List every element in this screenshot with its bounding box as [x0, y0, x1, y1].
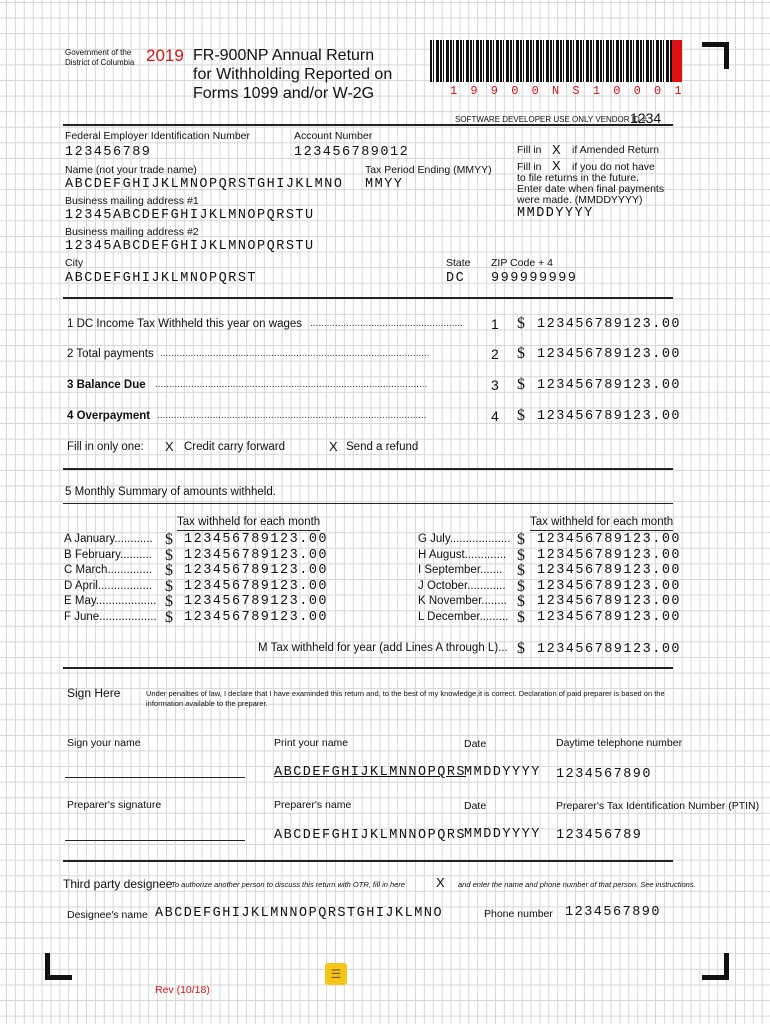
nofile-fill-in: Fill in	[517, 161, 542, 173]
account-field[interactable]: 123456789012	[294, 145, 410, 160]
line-4-dollar: $	[517, 407, 525, 424]
date-label: Date	[464, 738, 487, 750]
state-field[interactable]: DC	[446, 271, 466, 286]
designee-phone-label: Phone number	[484, 908, 553, 920]
month-label: A January............	[64, 533, 153, 545]
corner-mark-bottom-right	[702, 953, 729, 980]
vendor-id: 1234	[630, 110, 662, 126]
prep-name-field[interactable]: ABCDEFGHIJKLMNNOPQRS	[274, 828, 467, 843]
month-label: L December.........	[418, 611, 509, 623]
month-dollar: $	[165, 609, 173, 626]
declaration-1: Under penalties of law, I declare that I have examinded this return and, to the best of my knowledge,it is correct. Declaration of paid preparer is based on the	[146, 689, 665, 698]
left-col-header: Tax withheld for each month	[177, 516, 321, 528]
month-amount[interactable]: 123456789123.00	[537, 563, 682, 579]
designee-name-field[interactable]: ABCDEFGHIJKLMNNOPQRSTGHIJKLMNO	[155, 906, 444, 921]
month-dollar: $	[517, 609, 525, 626]
prep-name-label: Preparer's name	[274, 799, 352, 811]
third-party-note-1: To authorize another person to discuss this return with OTR, fill in here	[171, 880, 406, 889]
third-party-note-2: and enter the name and phone number of that person. See instructions.	[458, 880, 696, 889]
month-label: G July...................	[418, 533, 511, 545]
month-dollar: $	[165, 562, 173, 580]
credit-checkbox[interactable]: X	[165, 439, 174, 454]
amended-checkbox[interactable]: X	[552, 142, 561, 157]
month-dollar: $	[517, 546, 525, 564]
barcode	[430, 40, 675, 82]
month-amount[interactable]: 123456789123.00	[184, 594, 329, 610]
month-amount[interactable]: 123456789123.00	[537, 532, 682, 547]
form-title-2: for Withholding Reported on	[193, 66, 393, 83]
corner-mark-top-right	[702, 42, 729, 69]
prep-signature-line[interactable]	[65, 840, 245, 841]
month-label: K November........	[418, 595, 507, 608]
name-field[interactable]: ABCDEFGHIJKLMNOPQRSTGHIJKLMNO	[65, 177, 344, 192]
monthly-heading: 5 Monthly Summary of amounts withheld.	[65, 486, 276, 498]
addr2-field[interactable]: 12345ABCDEFGHIJKLMNOPQRSTU	[65, 239, 315, 254]
designee-name-label: Designee's name	[67, 909, 148, 921]
line-1-label: 1 DC Income Tax Withheld this year on wages	[67, 318, 303, 330]
line-4-number: 4	[491, 408, 499, 424]
barcode-marker	[672, 40, 682, 82]
nofile-label-2: to file returns in the future.	[517, 172, 639, 184]
credit-label: Credit carry forward	[184, 441, 285, 453]
corner-mark-bottom-left	[45, 953, 72, 980]
line-1-dots: .......................................................	[310, 318, 463, 329]
line-1-dollar: $	[517, 315, 525, 332]
month-label: J October............	[418, 579, 506, 592]
month-amount[interactable]: 123456789123.00	[537, 610, 682, 625]
phone-label: Daytime telephone number	[556, 737, 683, 749]
month-amount[interactable]: 123456789123.00	[184, 532, 329, 547]
month-amount[interactable]: 123456789123.00	[537, 594, 682, 610]
month-label: D April.................	[64, 579, 153, 592]
month-label: B February..........	[64, 548, 152, 561]
month-dollar: $	[165, 577, 173, 595]
addr1-label: Business mailing address #1	[65, 195, 199, 207]
zip-field[interactable]: 999999999	[491, 271, 578, 286]
monthly-rule	[63, 503, 673, 504]
line-3-dollar: $	[517, 376, 525, 393]
comment-icon[interactable]: ☰	[325, 963, 347, 985]
signature-line[interactable]	[65, 777, 245, 778]
tax-year: 2019	[146, 46, 184, 65]
line-2-dots: .................................................................................................	[160, 348, 430, 359]
overpay-label: Fill in only one:	[67, 441, 144, 453]
month-label: E May...................	[64, 595, 157, 608]
month-label: C March..............	[64, 564, 153, 577]
month-dollar: $	[165, 546, 173, 564]
month-label: H August.............	[418, 548, 507, 561]
gov-line-1: Government of the	[65, 48, 132, 57]
nofile-checkbox[interactable]: X	[552, 158, 561, 173]
month-dollar: $	[165, 593, 173, 611]
nofile-label-1: if you do not have	[572, 161, 655, 173]
header-rule	[63, 124, 673, 126]
month-dollar: $	[517, 531, 525, 548]
total-amount[interactable]: 123456789123.00	[537, 642, 682, 657]
line-3-amount[interactable]: 123456789123.00	[537, 378, 682, 393]
month-dollar: $	[165, 531, 173, 548]
account-label: Account Number	[294, 130, 373, 142]
month-amount[interactable]: 123456789123.00	[184, 610, 329, 625]
month-amount[interactable]: 123456789123.00	[537, 578, 682, 594]
amended-label: if Amended Return	[572, 144, 659, 156]
name-label: Name (not your trade name)	[65, 164, 197, 176]
date-field[interactable]: MMDDYYYY	[464, 765, 541, 780]
month-dollar: $	[517, 593, 525, 611]
third-party-heading: Third party designee	[63, 877, 173, 891]
city-label: City	[65, 257, 84, 269]
addr2-label: Business mailing address #2	[65, 226, 199, 238]
ptin-label: Preparer's Tax Identification Number (PTIN)	[556, 800, 760, 812]
prep-sig-label: Preparer's signature	[67, 799, 162, 811]
revision-label: Rev (10/18)	[155, 984, 210, 996]
line-2-amount[interactable]: 123456789123.00	[537, 347, 682, 362]
period-field[interactable]: MMYY	[365, 177, 404, 192]
prep-date-field[interactable]: MMDDYYYY	[464, 827, 541, 842]
prep-date-label: Date	[464, 800, 487, 812]
total-dollar: $	[517, 640, 525, 657]
line-3-label: 3 Balance Due	[67, 379, 146, 391]
month-label: F June..................	[64, 611, 157, 623]
month-amount[interactable]: 123456789123.00	[184, 563, 329, 579]
total-label: M Tax withheld for year (add Lines A through L)...	[258, 642, 508, 654]
month-amount[interactable]: 123456789123.00	[537, 547, 682, 563]
month-label: I September.......	[418, 564, 503, 577]
line-4-label: 4 Overpayment	[67, 410, 151, 422]
left-col-underline	[177, 530, 320, 531]
line-2-dollar: $	[517, 345, 525, 362]
bottom-ruler	[0, 1012, 770, 1020]
right-col-underline	[530, 530, 673, 531]
amended-fill-in: Fill in	[517, 144, 542, 156]
line-4-dots: .................................................................................................	[157, 410, 427, 421]
final-label-2: were made. (MMDDYYYY)	[517, 194, 643, 206]
section-rule-2	[63, 468, 673, 470]
month-dollar: $	[517, 577, 525, 595]
gov-line-2: District of Columbia	[65, 58, 135, 67]
line-4-amount[interactable]: 123456789123.00	[537, 409, 682, 424]
sign-here: Sign Here	[67, 686, 121, 700]
line-3-dots: ..................................................................................................	[155, 379, 428, 390]
section-rule-4	[63, 860, 673, 862]
month-dollar: $	[517, 562, 525, 580]
form-title-3: Forms 1099 and/or W-2G	[193, 85, 375, 102]
final-date-field[interactable]: MMDDYYYY	[517, 206, 594, 221]
top-ruler	[0, 2, 770, 10]
line-1-amount[interactable]: 123456789123.00	[537, 317, 682, 332]
sign-name-label: Sign your name	[67, 737, 141, 749]
ptin-field[interactable]: 123456789	[556, 828, 643, 843]
final-label-1: Enter date when final payments	[517, 183, 665, 195]
declaration-2: information available to the preparer.	[146, 699, 268, 708]
state-label: State	[446, 257, 471, 269]
vendor-label: SOFTWARE DEVELOPER USE ONLY VENDOR ID #	[455, 115, 647, 124]
line-2-label: 2 Total payments	[67, 348, 154, 360]
month-amount[interactable]: 123456789123.00	[184, 547, 329, 563]
zip-label: ZIP Code + 4	[491, 257, 553, 269]
line-2-number: 2	[491, 346, 499, 362]
print-name-label: Print your name	[274, 737, 349, 749]
fein-label: Federal Employer Identification Number	[65, 130, 251, 142]
fein-field[interactable]: 123456789	[65, 145, 152, 160]
section-rule-1	[63, 297, 673, 299]
line-3-number: 3	[491, 377, 499, 393]
period-label: Tax Period Ending (MMYY)	[365, 164, 492, 176]
line-1-number: 1	[491, 316, 499, 332]
city-field[interactable]: ABCDEFGHIJKLMNOPQRST	[65, 271, 258, 286]
addr1-field[interactable]: 12345ABCDEFGHIJKLMNOPQRSTU	[65, 208, 315, 223]
designee-phone-field[interactable]: 1234567890	[565, 905, 662, 920]
section-rule-3	[63, 667, 673, 669]
print-name-field[interactable]: ABCDEFGHIJKLMNNOPQRS	[274, 765, 467, 780]
month-amount[interactable]: 123456789123.00	[184, 578, 329, 594]
form-title-1: FR-900NP Annual Return	[193, 47, 375, 64]
refund-checkbox[interactable]: X	[329, 439, 338, 454]
refund-label: Send a refund	[346, 441, 419, 453]
barcode-text: 1 9 9 0 0 N S 1 0 0 0 1	[450, 84, 685, 98]
third-party-checkbox[interactable]: X	[436, 875, 445, 890]
right-col-header: Tax withheld for each month	[530, 516, 674, 528]
phone-field[interactable]: 1234567890	[556, 767, 653, 782]
